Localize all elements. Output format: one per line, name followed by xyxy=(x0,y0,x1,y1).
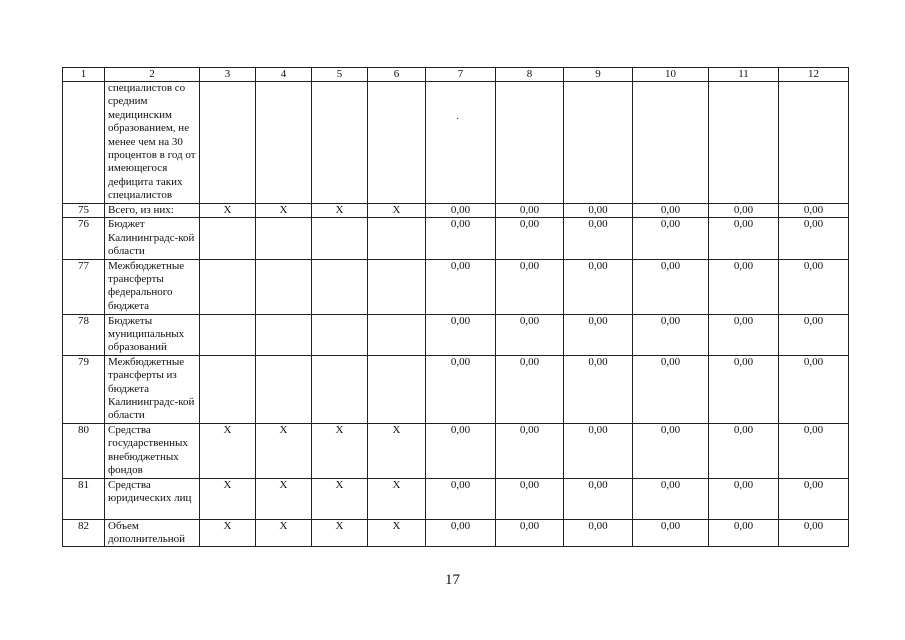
cell-col-7: 0,00 xyxy=(426,218,496,259)
cell-col-4: X xyxy=(256,519,312,547)
cell-col-6 xyxy=(368,259,426,314)
row-number: 79 xyxy=(63,355,105,423)
row-name: Средства юридических лиц xyxy=(105,478,200,519)
cell-col-4: X xyxy=(256,478,312,519)
cell-col-3 xyxy=(200,355,256,423)
cell-col-11: 0,00 xyxy=(709,204,779,218)
cell-col-3 xyxy=(200,259,256,314)
cell-col-8: 0,00 xyxy=(496,355,564,423)
page-number: 17 xyxy=(445,572,460,588)
cell-col-10 xyxy=(633,82,709,204)
table-row xyxy=(63,519,849,547)
cell-col-5: X xyxy=(312,423,368,478)
cell-col-10: 0,00 xyxy=(633,218,709,259)
cell-col-6 xyxy=(368,218,426,259)
column-header-3: 3 xyxy=(200,68,256,82)
cell-col-3: X xyxy=(200,478,256,519)
scan-dot: · xyxy=(456,114,460,125)
cell-col-5 xyxy=(312,314,368,355)
cell-col-8 xyxy=(496,82,564,204)
cell-col-8: 0,00 xyxy=(496,478,564,519)
cell-col-4: X xyxy=(256,204,312,218)
cell-col-6: X xyxy=(368,519,426,547)
row-name: специалистов со средним медицинским образованием, не менее чем на 30 процентов в год от имеющегося дефицита таких специалистов xyxy=(105,82,200,204)
cell-col-7: 0,00 xyxy=(426,204,496,218)
cell-col-5 xyxy=(312,82,368,204)
cell-col-10: 0,00 xyxy=(633,519,709,547)
cell-col-11: 0,00 xyxy=(709,423,779,478)
cell-col-9: 0,00 xyxy=(564,519,633,547)
cell-col-7: 0,00 xyxy=(426,478,496,519)
column-header-1: 1 xyxy=(63,68,105,82)
table-row xyxy=(63,204,849,218)
cell-col-11: 0,00 xyxy=(709,314,779,355)
header-row xyxy=(63,68,849,82)
cell-col-9: 0,00 xyxy=(564,314,633,355)
cell-col-7: 0,00 xyxy=(426,423,496,478)
row-number: 77 xyxy=(63,259,105,314)
row-number xyxy=(63,82,105,204)
column-header-8: 8 xyxy=(496,68,564,82)
cell-col-3 xyxy=(200,314,256,355)
cell-col-10: 0,00 xyxy=(633,204,709,218)
cell-col-3: X xyxy=(200,519,256,547)
cell-col-5 xyxy=(312,355,368,423)
cell-col-9: 0,00 xyxy=(564,218,633,259)
cell-col-7: 0,00 xyxy=(426,314,496,355)
row-number: 75 xyxy=(63,204,105,218)
cell-col-8: 0,00 xyxy=(496,218,564,259)
cell-col-4 xyxy=(256,314,312,355)
cell-col-8: 0,00 xyxy=(496,519,564,547)
cell-col-3: X xyxy=(200,423,256,478)
column-header-12: 12 xyxy=(779,68,849,82)
cell-col-12: 0,00 xyxy=(779,259,849,314)
row-number: 82 xyxy=(63,519,105,547)
cell-col-12: 0,00 xyxy=(779,314,849,355)
cell-col-7: 0,00 xyxy=(426,259,496,314)
cell-col-10: 0,00 xyxy=(633,478,709,519)
cell-col-6: X xyxy=(368,423,426,478)
table-row xyxy=(63,82,849,204)
cell-col-6 xyxy=(368,314,426,355)
cell-col-9: 0,00 xyxy=(564,355,633,423)
cell-col-11 xyxy=(709,82,779,204)
cell-col-3 xyxy=(200,82,256,204)
table-row xyxy=(63,314,849,355)
cell-col-9: 0,00 xyxy=(564,423,633,478)
cell-col-8: 0,00 xyxy=(496,204,564,218)
budget-table xyxy=(62,67,849,547)
cell-col-4 xyxy=(256,82,312,204)
column-header-6: 6 xyxy=(368,68,426,82)
cell-col-12 xyxy=(779,82,849,204)
cell-col-11: 0,00 xyxy=(709,218,779,259)
cell-col-11: 0,00 xyxy=(709,259,779,314)
cell-col-12: 0,00 xyxy=(779,423,849,478)
cell-col-11: 0,00 xyxy=(709,478,779,519)
table-row xyxy=(63,478,849,519)
table-row xyxy=(63,423,849,478)
cell-col-9: 0,00 xyxy=(564,259,633,314)
column-header-5: 5 xyxy=(312,68,368,82)
column-header-7: 7 xyxy=(426,68,496,82)
column-header-2: 2 xyxy=(105,68,200,82)
cell-col-5 xyxy=(312,259,368,314)
cell-col-4 xyxy=(256,355,312,423)
cell-col-12: 0,00 xyxy=(779,218,849,259)
cell-col-12: 0,00 xyxy=(779,204,849,218)
cell-col-4 xyxy=(256,259,312,314)
cell-col-8: 0,00 xyxy=(496,259,564,314)
cell-col-9 xyxy=(564,82,633,204)
row-name: Межбюджетные трансферты из бюджета Калининградс-кой области xyxy=(105,355,200,423)
cell-col-5 xyxy=(312,218,368,259)
row-number: 80 xyxy=(63,423,105,478)
cell-col-3: X xyxy=(200,204,256,218)
cell-col-12: 0,00 xyxy=(779,355,849,423)
row-name: Средства государственных внебюджетных фондов xyxy=(105,423,200,478)
row-name: Бюджет Калининградс-кой области xyxy=(105,218,200,259)
cell-col-10: 0,00 xyxy=(633,423,709,478)
cell-col-4: X xyxy=(256,423,312,478)
cell-col-4 xyxy=(256,218,312,259)
row-name: Всего, из них: xyxy=(105,204,200,218)
cell-col-5: X xyxy=(312,478,368,519)
column-header-4: 4 xyxy=(256,68,312,82)
cell-col-7 xyxy=(426,82,496,204)
table-row xyxy=(63,355,849,423)
table-row xyxy=(63,218,849,259)
row-name: Межбюджетные трансферты федерального бюджета xyxy=(105,259,200,314)
cell-col-3 xyxy=(200,218,256,259)
row-number: 78 xyxy=(63,314,105,355)
cell-col-10: 0,00 xyxy=(633,259,709,314)
cell-col-8: 0,00 xyxy=(496,314,564,355)
cell-col-6 xyxy=(368,82,426,204)
cell-col-12: 0,00 xyxy=(779,478,849,519)
row-name: Бюджеты муниципальных образований xyxy=(105,314,200,355)
cell-col-12: 0,00 xyxy=(779,519,849,547)
table-row xyxy=(63,259,849,314)
cell-col-6: X xyxy=(368,478,426,519)
cell-col-9: 0,00 xyxy=(564,478,633,519)
cell-col-9: 0,00 xyxy=(564,204,633,218)
cell-col-7: 0,00 xyxy=(426,519,496,547)
row-name: Объем дополнительной xyxy=(105,519,200,547)
column-header-11: 11 xyxy=(709,68,779,82)
cell-col-10: 0,00 xyxy=(633,314,709,355)
cell-col-11: 0,00 xyxy=(709,355,779,423)
row-number: 81 xyxy=(63,478,105,519)
cell-col-6: X xyxy=(368,204,426,218)
cell-col-5: X xyxy=(312,519,368,547)
cell-col-7: 0,00 xyxy=(426,355,496,423)
cell-col-11: 0,00 xyxy=(709,519,779,547)
cell-col-8: 0,00 xyxy=(496,423,564,478)
cell-col-6 xyxy=(368,355,426,423)
column-header-10: 10 xyxy=(633,68,709,82)
row-number: 76 xyxy=(63,218,105,259)
cell-col-10: 0,00 xyxy=(633,355,709,423)
cell-col-5: X xyxy=(312,204,368,218)
column-header-9: 9 xyxy=(564,68,633,82)
